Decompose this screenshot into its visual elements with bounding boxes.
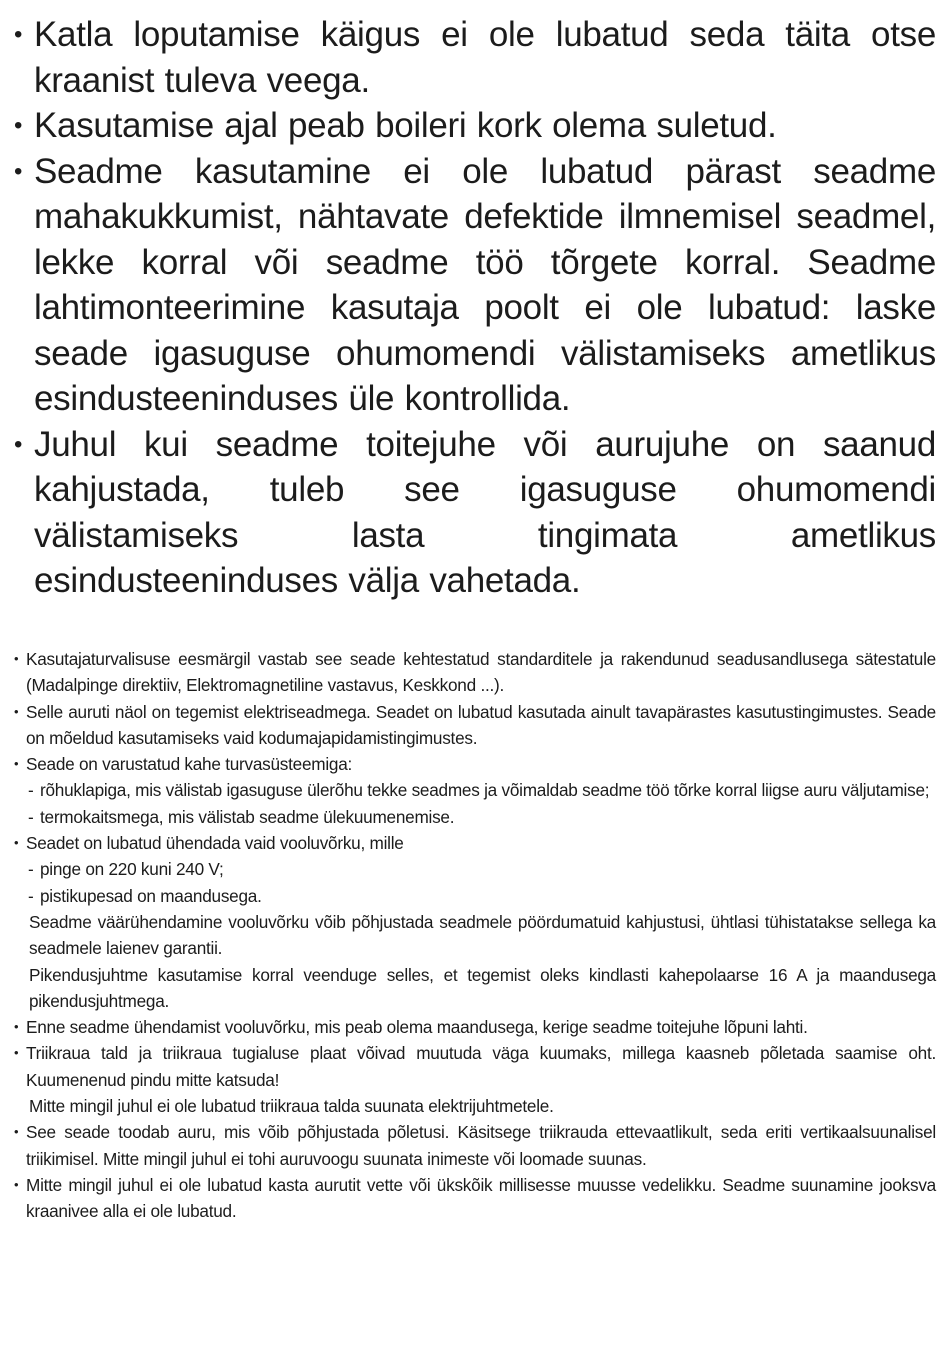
- bullet-icon: •: [14, 651, 19, 666]
- bullet-icon: •: [14, 430, 23, 458]
- note-text: Triikraua tald ja triikraua tugialuse plaat võivad muutuda väga kuumaks, millega kaasneb põletada saamise oht. Kuumenenud pindu mitte katsuda!: [26, 1043, 936, 1090]
- note-text: Enne seadme ühendamist vooluvõrku, mis peab olema maandusega, kerige seadme toitejuhe lõpuni lahti.: [26, 1017, 808, 1038]
- note-subitem: [14, 777, 936, 803]
- note-subitem: [14, 883, 936, 909]
- note-item: [14, 646, 936, 699]
- note-subitem: [14, 856, 936, 882]
- bullet-icon: •: [14, 1176, 19, 1192]
- note-subitem-text: rõhuklapiga, mis välistab igasuguse ülerõhu tekke seadmes ja võimaldab seadme töö tõrke korral liigse auru väljutamise;: [40, 780, 930, 801]
- note-paragraph: Mitte mingil juhul ei ole lubatud triikraua talda suunata elektrijuhtmetele.: [29, 1096, 554, 1117]
- bullet-icon: •: [14, 835, 19, 851]
- dash-icon: -: [28, 780, 34, 801]
- note-text: Mitte mingil juhul ei ole lubatud kasta aurutit vette või ükskõik millisesse muusse vedelikku. Seadme suunamine jooksva kraanivee alla ei ole lubatud.: [26, 1174, 936, 1222]
- note-subitem-text: pistikupesad on maandusega.: [40, 885, 262, 906]
- note-item: [14, 1172, 936, 1225]
- large-warning-item: [14, 12, 936, 103]
- note-paragraph: Seadme väärühendamine vooluvõrku võib põhjustada seadmele pöördumatuid kahjustusi, ühtlasi tühistatakse sellega ka seadmele laienev garantii.: [29, 911, 936, 959]
- note-subitem-text: pinge on 220 kuni 240 V;: [40, 859, 224, 880]
- dash-icon: -: [28, 859, 34, 880]
- bullet-icon: •: [14, 21, 23, 48]
- bullet-icon: •: [14, 157, 23, 185]
- bullet-icon: •: [14, 1045, 19, 1061]
- note-paragraph: Pikendusjuhtme kasutamise korral veenduge selles, et tegemist oleks kindlasti kahepolaarse 16 A ja maandusega pikendusjuhtmega.: [29, 964, 936, 1011]
- large-warning-text: Juhul kui seadme toitejuhe või aurujuhe on saanud kahjustada, tuleb see igasuguse ohumomendi välistamiseks lasta tingimata ametlikus esindusteeninduses välja vahetada.: [34, 424, 936, 600]
- large-warning-text: Katla loputamise käigus ei ole lubatud seda täita otse kraanist tuleva veega.: [34, 15, 936, 100]
- note-item: [14, 1014, 936, 1040]
- large-warning-text: Seadme kasutamine ei ole lubatud pärast seadme mahakukkumist, nähtavate defektide ilmnemisel seadmel, lekke korral või seadme töö tõrgete korral. Seadme lahtimonteerimine kasutaja poolt ei ole lubatud: laske seade igasuguse ohumomendi välistamiseks ametlikus esindusteeninduses üle kontrollida.: [34, 151, 936, 418]
- note-text: Selle auruti näol on tegemist elektriseadmega. Seadet on lubatud kasutada ainult tavapärastes kasutustingimustes. Seade on mõeldud kasutamiseks vaid kodumajapidamistingimustes.: [26, 701, 936, 748]
- bullet-icon: •: [14, 1019, 19, 1035]
- note-text: Seade on varustatud kahe turvasüsteemiga:: [26, 754, 353, 775]
- dash-icon: -: [28, 806, 34, 827]
- note-text: See seade toodab auru, mis võib põhjustada põletusi. Käsitsege triikrauda ettevaatlikult, seda eriti vertikaalsuunalisel triikimisel. Mitte mingil juhul ei tohi auruvoogu suunata inimeste või loomade suunas.: [26, 1122, 936, 1169]
- large-warning-item: [14, 422, 936, 604]
- large-warning-item: [14, 103, 936, 149]
- bullet-icon: •: [14, 703, 19, 719]
- note-item: [14, 1040, 936, 1093]
- large-warning-item: [14, 149, 936, 422]
- note-subitem-text: termokaitsmega, mis välistab seadme ülekuumenemise.: [40, 806, 455, 827]
- large-warning-text: Kasutamise ajal peab boileri kork olema suletud.: [34, 106, 777, 145]
- note-item: [14, 751, 936, 777]
- note-item: [14, 699, 936, 752]
- bullet-icon: •: [14, 756, 19, 772]
- bullet-icon: •: [14, 1124, 19, 1140]
- note-text: Kasutajaturvalisuse eesmärgil vastab see seade kehtestatud standarditele ja rakendunud seadusandlusega sätestatule (Madalpinge direktiiv, Elektromagnetiline vastavus, Keskkond ...).: [26, 649, 936, 696]
- note-item: [14, 830, 936, 856]
- note-item: [14, 1119, 936, 1172]
- dash-icon: -: [28, 885, 34, 906]
- bullet-icon: •: [14, 112, 23, 139]
- safety-notes-list: [14, 646, 936, 1225]
- note-text: Seadet on lubatud ühendada vaid vooluvõrku, mille: [26, 833, 404, 854]
- note-subitem: [14, 804, 936, 830]
- large-warnings-list: [14, 12, 936, 604]
